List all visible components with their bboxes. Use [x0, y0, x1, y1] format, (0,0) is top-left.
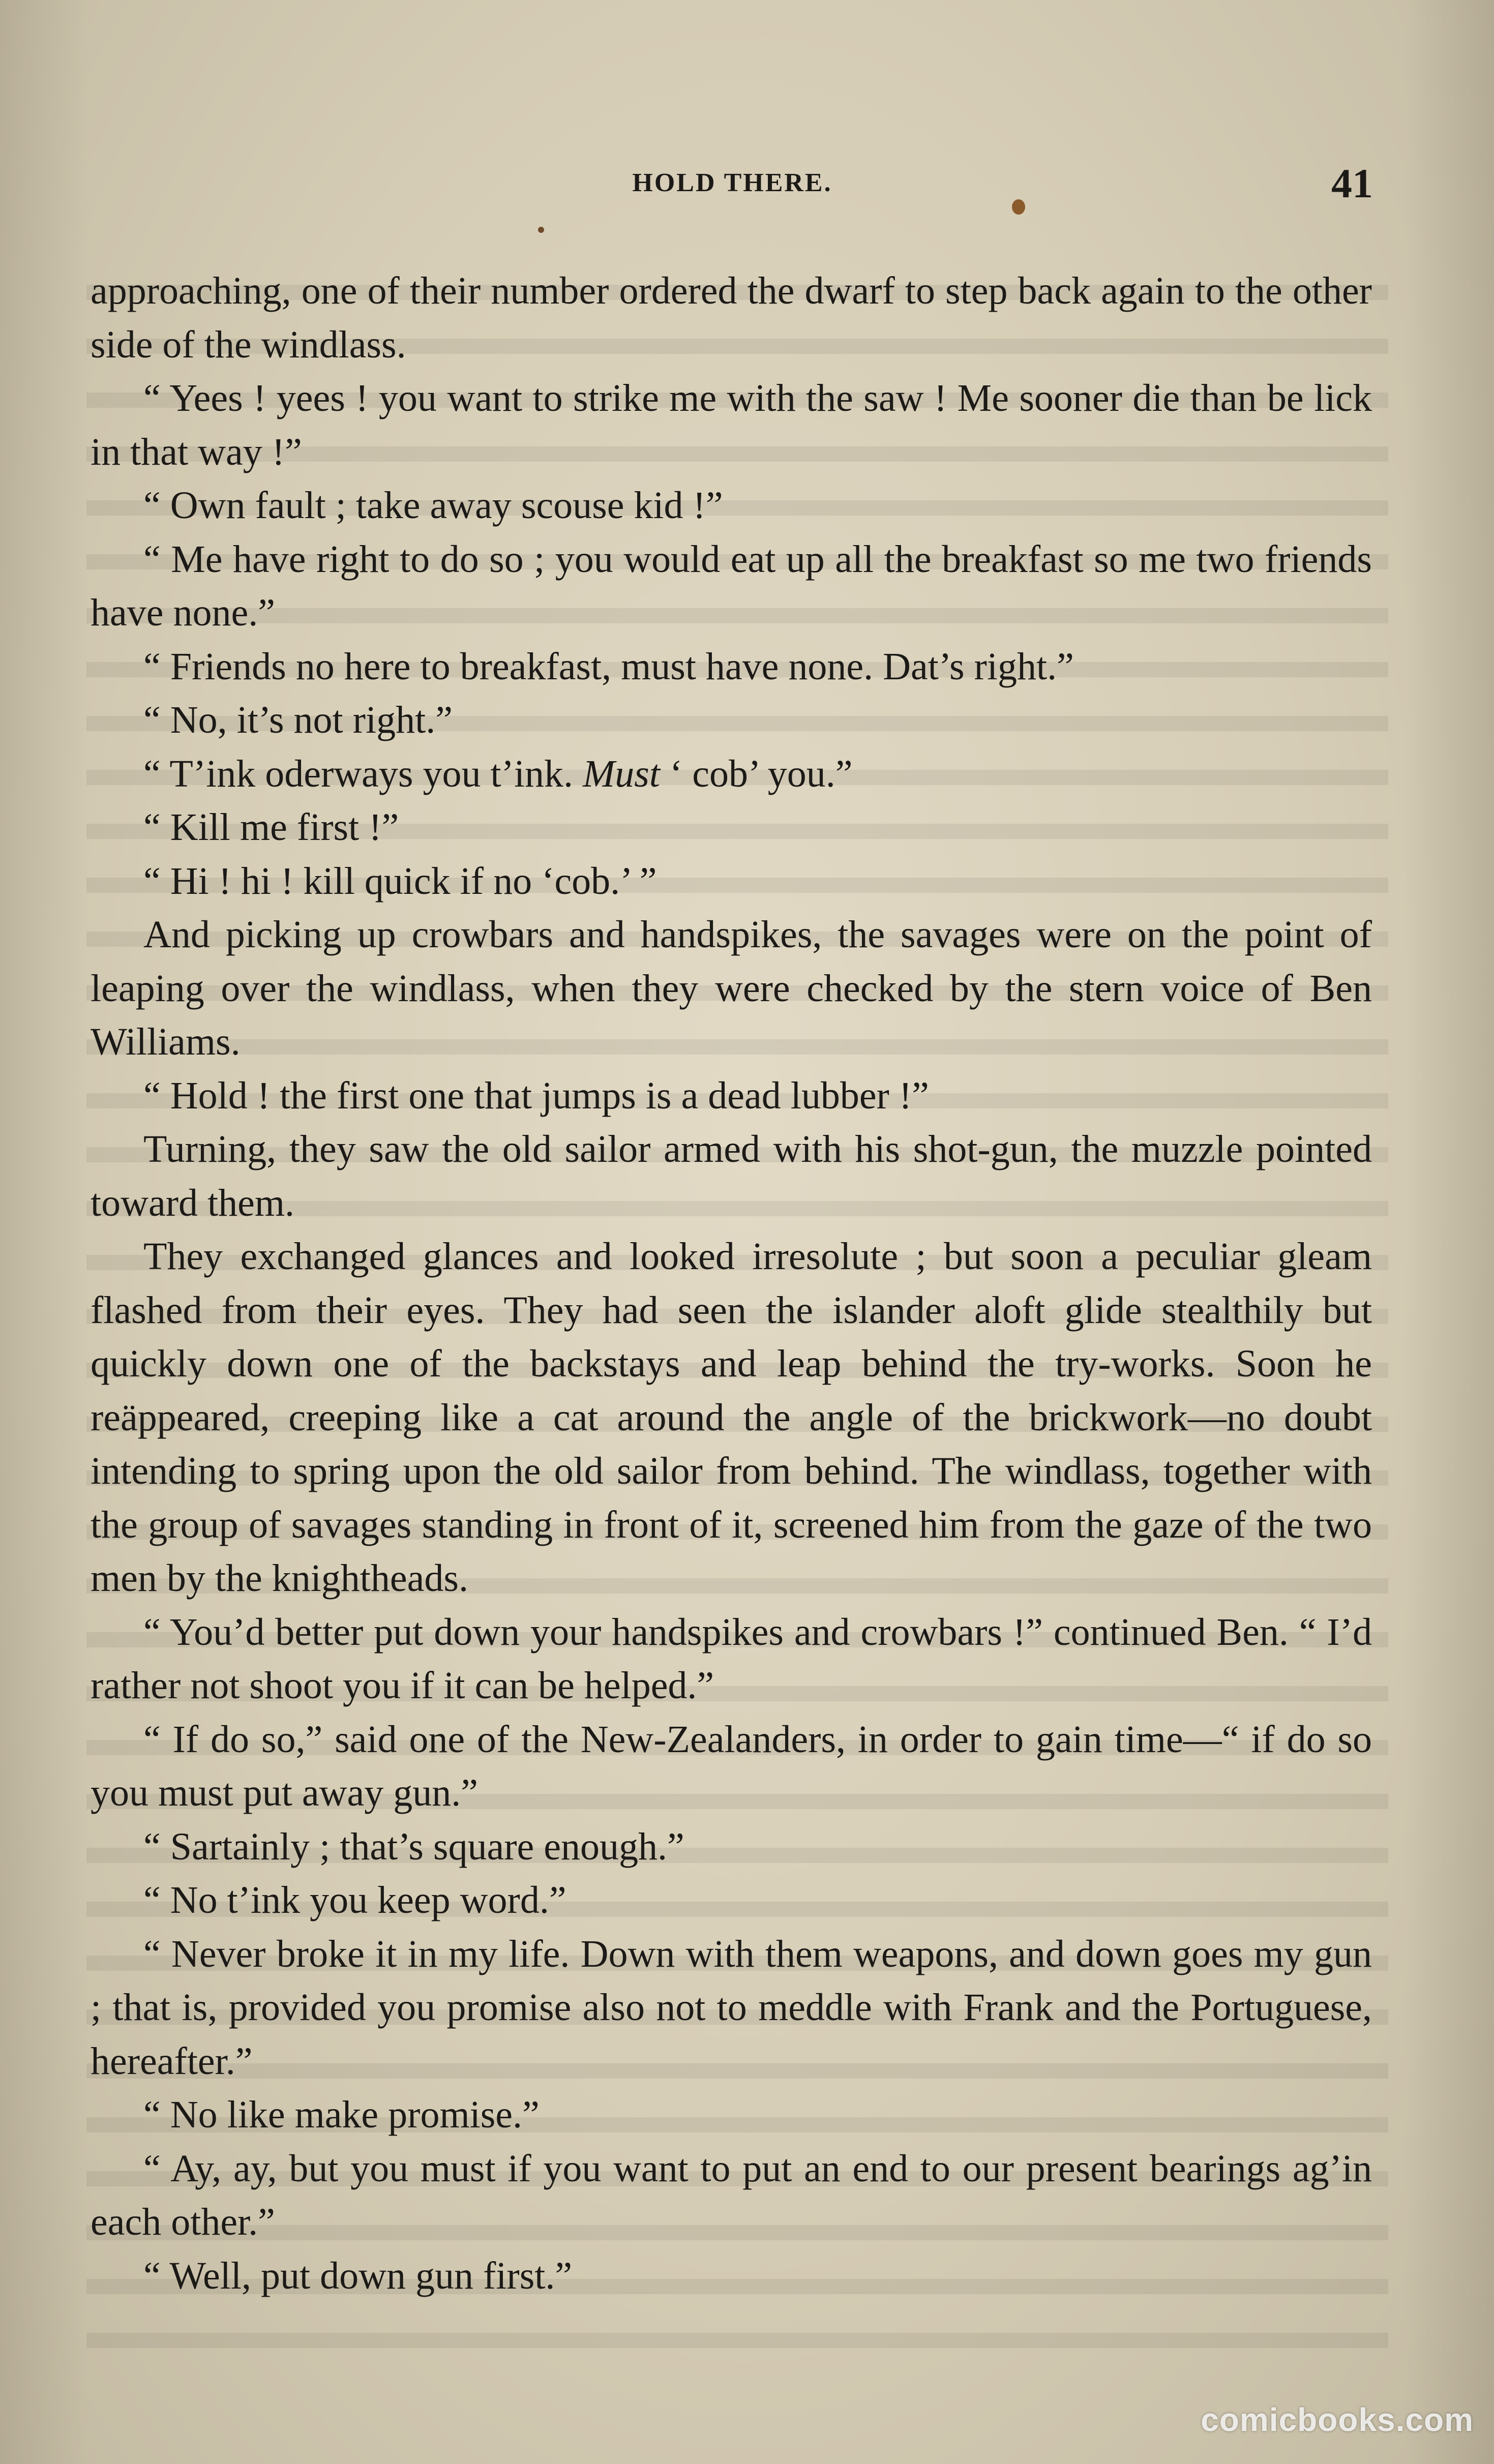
paragraph: “ Me have right to do so ; you would eat up all the breakfast so me two friends have none.”	[91, 537, 1372, 634]
running-head: HOLD THERE.	[632, 168, 832, 197]
paragraph: They exchanged glances and looked irresolute ; but soon a peculiar gleam flashed from their eyes. They had seen the islander aloft glide stealthily but quickly down one of the backstays and leap behind the try-works. Soon he reäppeared, creeping like a cat around the angle of the brickwork—no doubt intending to spring upon the old sailor from behind. The windlass, together with the group of savages standing in front of it, screened him from the gaze of the two men by the knightheads.	[91, 1235, 1372, 1600]
paragraph: “ Own fault ; take away scouse kid !”	[143, 484, 723, 527]
paragraph: “ Hold ! the first one that jumps is a dead lubber !”	[143, 1074, 929, 1117]
dialogue-text: ‘ cob’ you.”	[660, 752, 853, 795]
paragraph: “ Yees ! yees ! you want to strike me with the saw ! Me sooner die than be lick in that way !”	[91, 377, 1372, 473]
paragraph: “ No t’ink you keep word.”	[143, 1879, 566, 1921]
paragraph: “ Ay, ay, but you must if you want to put an end to our present bearings ag’in each other.”	[91, 2147, 1372, 2243]
dialogue-text: “ T’ink oderways you t’ink.	[143, 752, 583, 795]
paragraph: “ Well, put down gun first.”	[143, 2254, 573, 2297]
paragraph: Turning, they saw the old sailor armed with his shot-gun, the muzzle pointed toward them.	[91, 1128, 1372, 1224]
paragraph: “ No like make promise.”	[143, 2093, 540, 2136]
paragraph: approaching, one of their number ordered the dwarf to step back again to the other side of the windlass.	[91, 269, 1372, 366]
paragraph: “ You’d better put down your handspikes and crowbars !” continued Ben. “ I’d rather not shoot you if it can be helped.”	[91, 1610, 1372, 1707]
emphasis-text: Must	[582, 752, 660, 795]
paragraph: “ Kill me first !”	[143, 806, 399, 849]
body-text	[91, 264, 1372, 2303]
paragraph: “ If do so,” said one of the New-Zealanders, in order to gain time—“ if do so you must put away gun.”	[91, 1718, 1372, 1814]
ink-spot	[1012, 199, 1025, 215]
page-header	[92, 160, 1373, 214]
paragraph: “ No, it’s not right.”	[143, 699, 453, 741]
paragraph: “ Sartainly ; that’s square enough.”	[143, 1825, 684, 1868]
ink-spot	[538, 227, 544, 233]
paragraph: “ Hi ! hi ! kill quick if no ‘cob.’ ”	[143, 859, 657, 903]
watermark: comicbooks.com	[1201, 2401, 1474, 2438]
paragraph	[91, 747, 1372, 801]
paragraph: And picking up crowbars and handspikes, the savages were on the point of leaping over the windlass, when they were checked by the stern voice of Ben Williams.	[91, 913, 1372, 1063]
paragraph: “ Never broke it in my life. Down with them weapons, and down goes my gun ; that is, provided you promise also not to meddle with Frank and the Portuguese, hereafter.”	[91, 1932, 1372, 2083]
page-number: 41	[1331, 160, 1373, 206]
paragraph: “ Friends no here to breakfast, must have none. Dat’s right.”	[143, 645, 1074, 688]
